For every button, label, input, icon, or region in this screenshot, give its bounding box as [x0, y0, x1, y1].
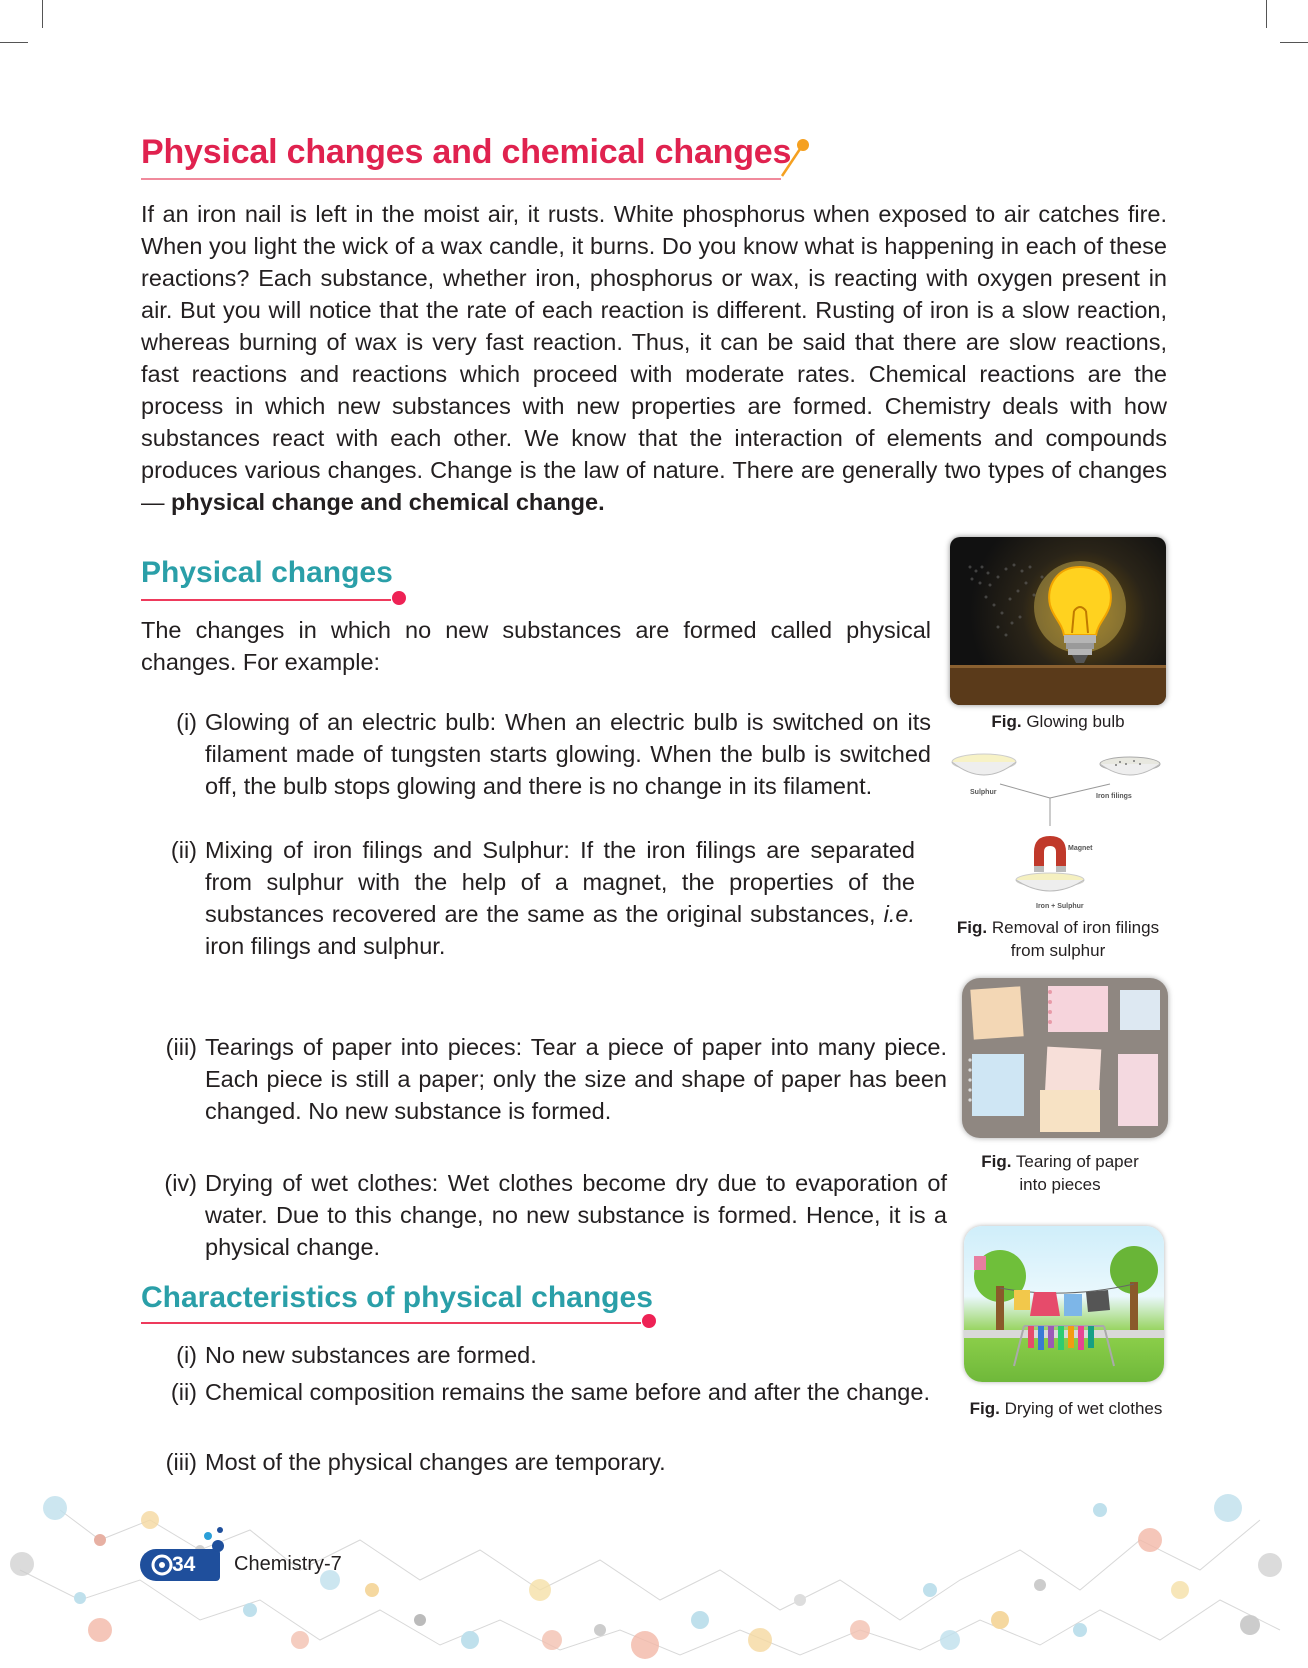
section-heading-characteristics: Characteristics of physical changes [141, 1281, 653, 1314]
item-text: Tearings of paper into pieces: Tear a piece of paper into many piece. Each piece is still a paper; only the size and shape of paper has been changed. No new substance is formed. [205, 1034, 947, 1124]
title-underline [141, 178, 781, 180]
item-text: No new substances are formed. [205, 1342, 537, 1368]
physical-definition: The changes in which no new substances are formed called physical changes. For example: [141, 617, 931, 675]
intro-text: If an iron nail is left in the moist air, it rusts. White phosphorus when exposed to air catches fire. When you light the wick of a wax candle, it burns. Do you know what is happening in each of these reactions? Each substance, whether iron, phosphorus or wax, is reacting with oxygen present in air. But you will notice that the rate of each reaction is different. Rusting of iron is a slow reaction, whereas burning of wax is very fast reaction. Thus, it can be said that there are slow reactions, fast reactions and reactions which proceed with moderate rates. Chemical reactions are the process in which new substances with new properties are formed. Chemistry deals with how substances react with each other. We know that the interaction of elements and compounds produces various changes. Change is the law of nature. There are generally two types of changes— [141, 201, 1167, 515]
section-underline [141, 1322, 641, 1324]
item-number: (i) [176, 1342, 197, 1368]
figure-glowing-bulb [950, 537, 1166, 705]
caption-text: from sulphur [1010, 941, 1106, 960]
intro-paragraph [141, 198, 1167, 518]
figure-caption [954, 1397, 1178, 1420]
list-item [141, 1339, 947, 1373]
figure-caption [962, 1150, 1158, 1196]
label-iron-sulphur: Iron + Sulphur [1036, 903, 1084, 910]
paper-illustration [962, 978, 1168, 1138]
list-item [141, 1376, 947, 1442]
label-sulphur: Sulphur [970, 789, 997, 796]
caption-text: Drying of wet clothes [1004, 1399, 1163, 1418]
item-number: (i) [176, 709, 197, 735]
caption-text: Removal of iron filings [991, 918, 1160, 937]
crop-mark [1266, 0, 1267, 28]
clothes-illustration [964, 1226, 1164, 1382]
list-item [141, 1446, 947, 1480]
item-text: Drying of wet clothes: Wet clothes become dry due to evaporation of water. Due to this change, no new substance is formed. Hence, it is a physical change. [205, 1170, 947, 1260]
item-text-part: Mixing of iron filings and Sulphur: If the iron filings are separated from sulphur with the help of a magnet, the properties of the substances recovered are the same as the original substances, [205, 837, 915, 927]
bulb-illustration [950, 537, 1166, 705]
label-iron-filings: Iron filings [1096, 793, 1132, 800]
title-pen-icon [776, 136, 812, 180]
list-item [141, 1167, 947, 1267]
page-number: 34 [172, 1553, 196, 1576]
caption-text: Glowing bulb [1026, 712, 1125, 731]
caption-text: Tearing of paper [1015, 1152, 1139, 1171]
list-item [141, 834, 931, 964]
item-text: Glowing of an electric bulb: When an electric bulb is switched on its filament made of tungsten starts glowing. When the bulb is switched off, the bulb stops glowing and there is no change in its filament. [205, 709, 931, 799]
item-text-italic: i.e. [883, 901, 915, 927]
fig-label: Fig. [991, 712, 1022, 731]
item-number: (iii) [165, 1034, 197, 1060]
intro-bold: physical change and chemical change. [171, 489, 605, 515]
item-number: (iii) [165, 1449, 197, 1475]
figure-caption [946, 916, 1170, 962]
book-title: Chemistry-7 [234, 1553, 342, 1575]
item-text-part: iron filings and sulphur. [205, 933, 446, 959]
list-item [141, 1031, 947, 1131]
iron-filings-illustration [950, 748, 1166, 910]
section-heading-physical: Physical changes [141, 556, 393, 589]
figure-iron-filings-diagram [950, 748, 1166, 910]
figure-caption [950, 710, 1166, 733]
item-text [205, 834, 915, 962]
fig-label: Fig. [969, 1399, 1000, 1418]
item-text: Most of the physical changes are temporary. [205, 1449, 666, 1475]
bubbles-icon [198, 1524, 228, 1554]
fig-label: Fig. [956, 918, 988, 937]
item-number: (ii) [170, 837, 197, 863]
item-number: (iv) [164, 1170, 197, 1196]
fig-label: Fig. [981, 1152, 1012, 1171]
section-underline [141, 599, 391, 601]
caption-text: into pieces [1019, 1175, 1101, 1194]
crop-mark [1280, 42, 1308, 43]
crop-mark [42, 0, 43, 28]
section-dot [392, 591, 406, 605]
item-number: (ii) [170, 1379, 197, 1405]
figure-torn-paper [962, 978, 1168, 1138]
crop-mark [0, 42, 28, 43]
list-item [141, 706, 931, 836]
page-badge-swirl-icon [150, 1553, 174, 1577]
figure-drying-clothes [964, 1226, 1164, 1382]
page-title: Physical changes and chemical changes [141, 133, 792, 171]
section-dot [642, 1314, 656, 1328]
item-text: Chemical composition remains the same before and after the change. [205, 1379, 930, 1405]
label-magnet: Magnet [1068, 845, 1093, 852]
